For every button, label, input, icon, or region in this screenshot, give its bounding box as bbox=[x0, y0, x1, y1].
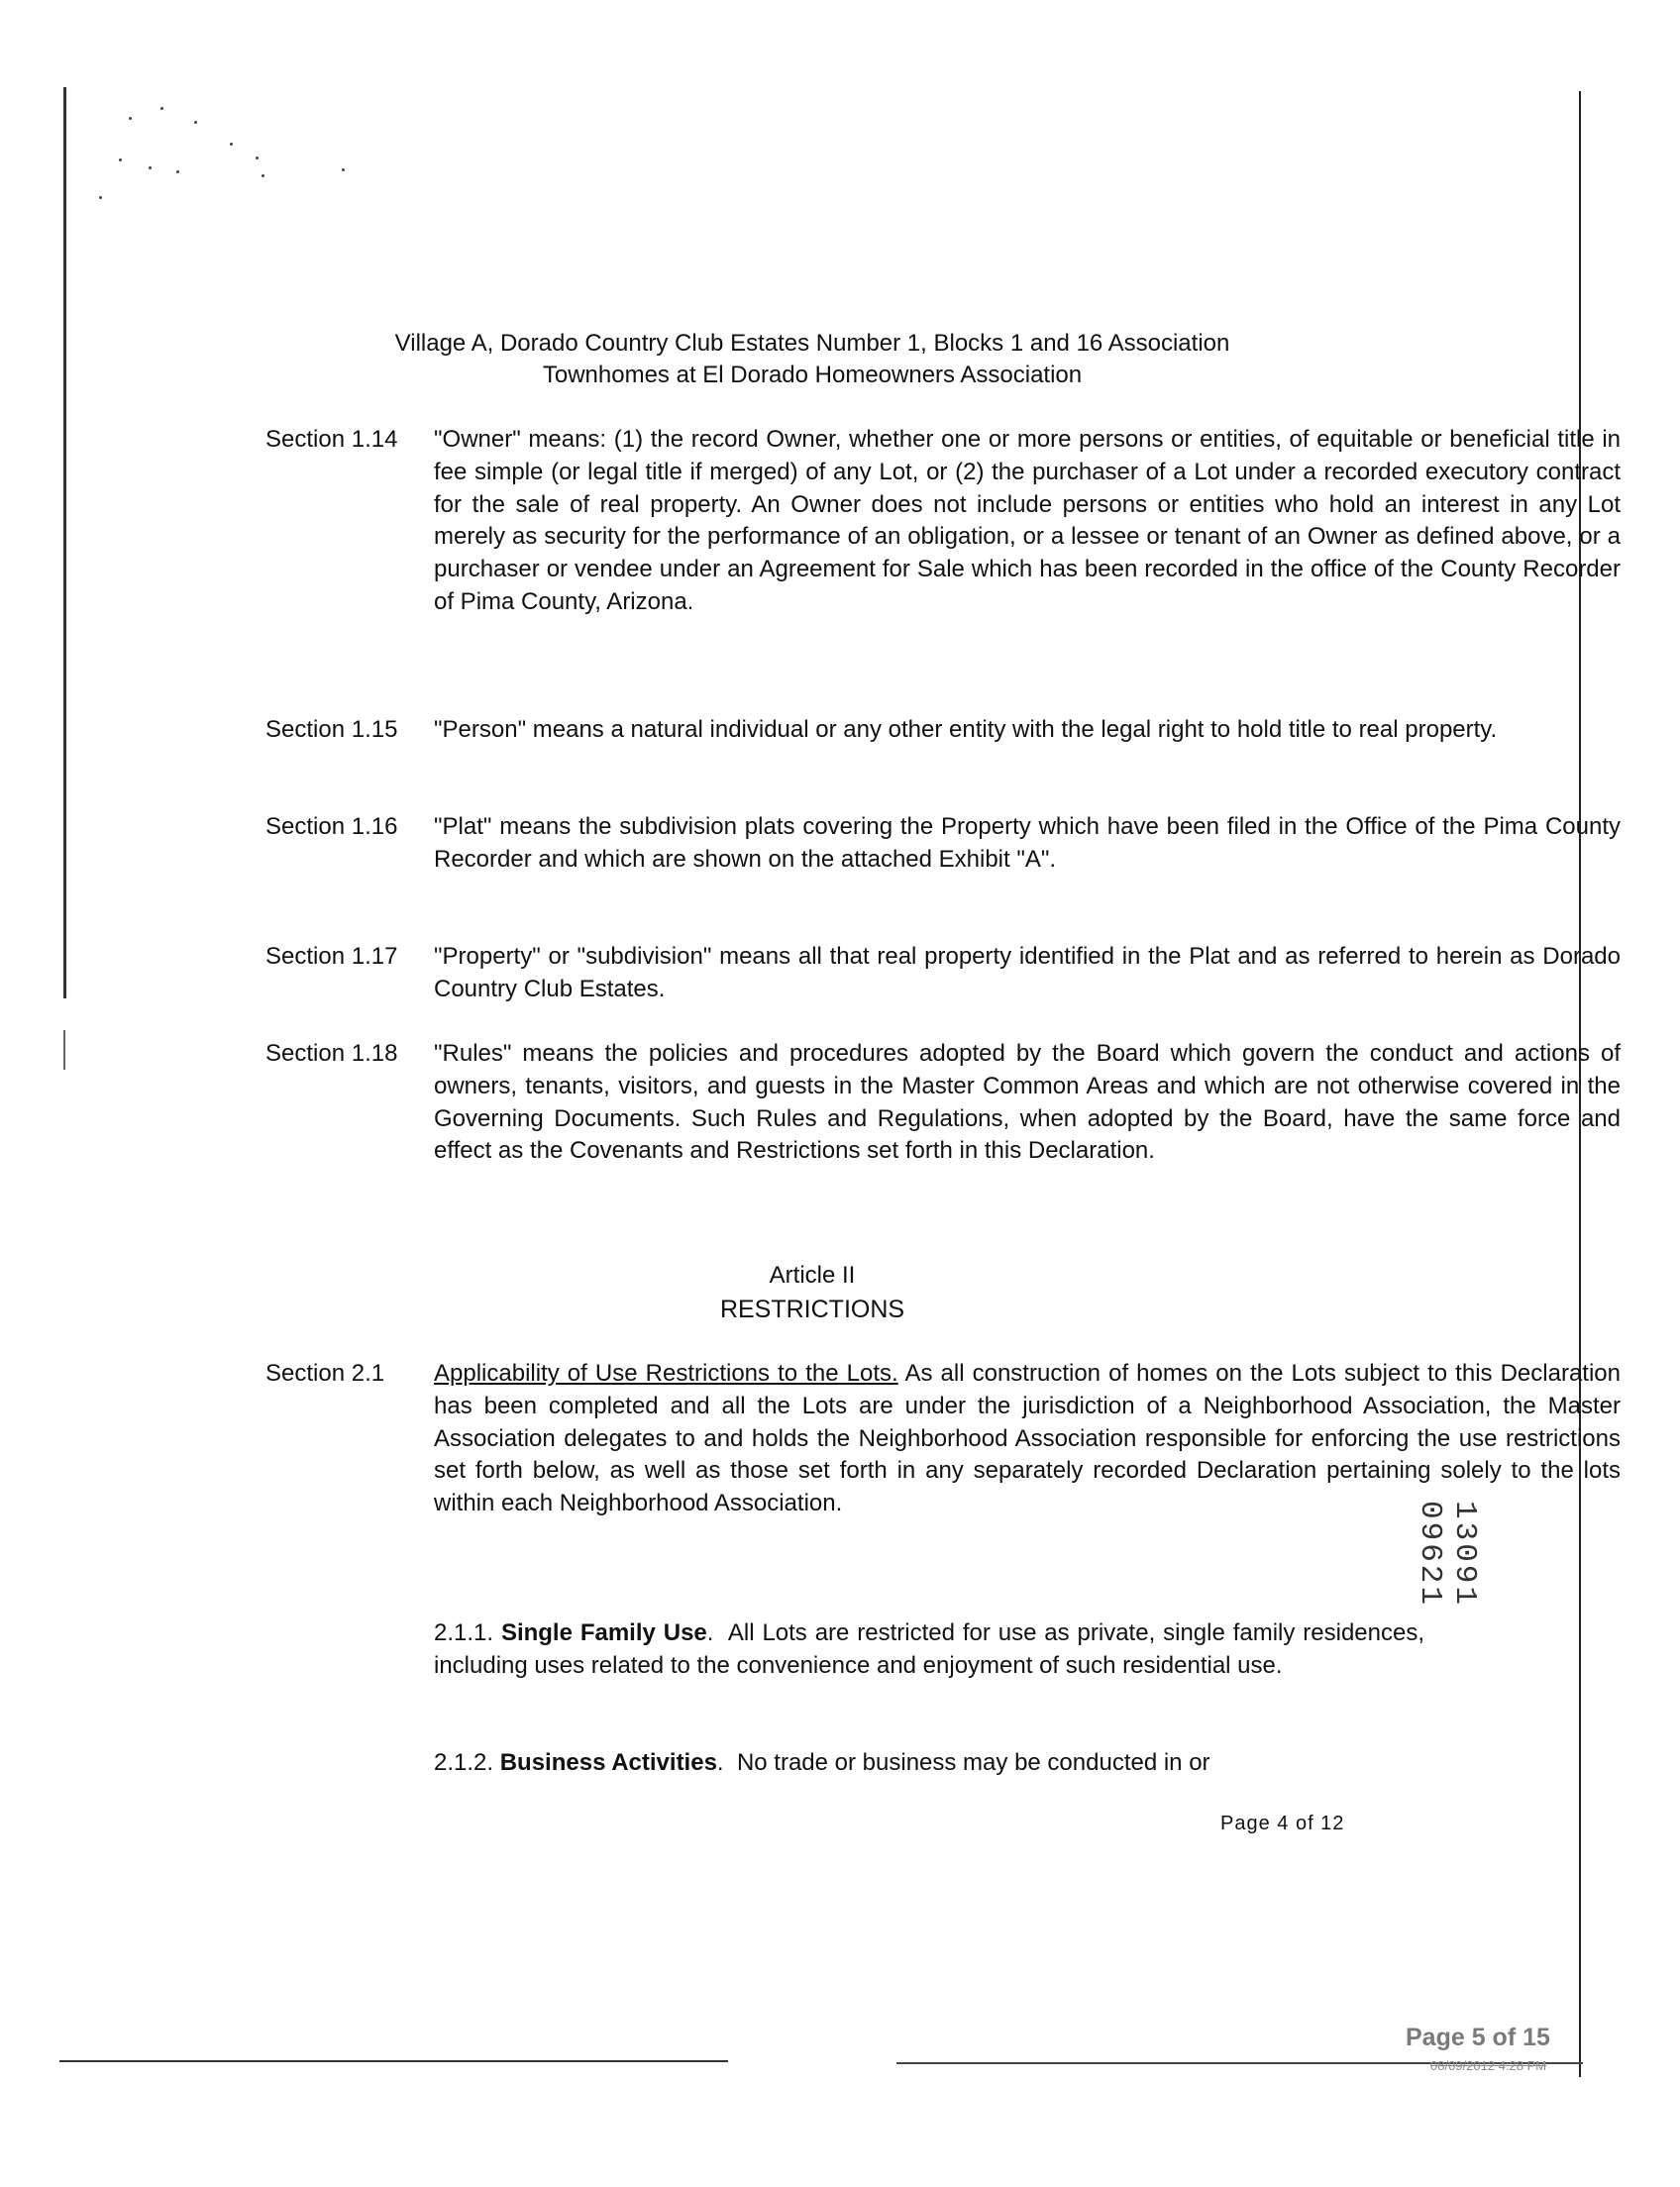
scan-speck bbox=[99, 196, 102, 199]
section-body: As all construction of homes on the Lots subject to this Declaration has been completed and all the Lots are under the jurisdiction of a Neighborhood Association, the Master Association delegates to and holds the Neighborhood Association responsible for enforcing the use restrictions set forth below, as well as those set forth in any separately recorded Declaration pertaining solely to the lots within each Neighborhood Association. bbox=[434, 1360, 1621, 1517]
scan-border-left bbox=[63, 87, 66, 998]
subsection-2-1-1: 2.1.1. Single Family Use. All Lots are restricted for use as private, single family residences, including uses related to the convenience and enjoyment of such residential use. bbox=[434, 1619, 1424, 1679]
scan-speck bbox=[194, 121, 197, 124]
scan-speck bbox=[129, 117, 132, 120]
scan-speck bbox=[262, 174, 264, 177]
section-label: Section 2.1 bbox=[265, 1360, 385, 1387]
document-header-line1: Village A, Dorado Country Club Estates Number 1, Blocks 1 and 16 Association bbox=[394, 330, 1230, 357]
subsection-heading: Single Family Use bbox=[500, 1619, 707, 1646]
section-text: "Owner" means: (1) the record Owner, whether one or more persons or entities, of equitable or beneficial title in fee simple (or legal title if merged) of any Lot, or (2) the purchaser of a Lot under a recorded executory contract for the sale of real property. An Owner does not include persons or entities who hold an interest in any Lot merely as security for the performance of an obligation, or a lessee or tenant of an Owner as defined above, or a purchaser or vendee under an Agreement for Sale which has been recorded in the office of the County Recorder of Pima County, Arizona. bbox=[434, 426, 1621, 615]
section-text: "Rules" means the policies and procedures adopted by the Board which govern the conduct and actions of owners, tenants, visitors, and guests in the Master Common Areas and which are not otherwise covered in the Governing Documents. Such Rules and Regulations, when adopted by the Board, have the same force and effect as the Covenants and Restrictions set forth in this Declaration. bbox=[434, 1040, 1621, 1165]
scan-speck bbox=[119, 158, 122, 161]
subsection-number: 2.1.1. bbox=[434, 1619, 494, 1646]
scan-speck bbox=[149, 166, 152, 169]
subsection-heading: Business Activities bbox=[499, 1749, 717, 1776]
article-title: RESTRICTIONS bbox=[719, 1296, 905, 1323]
section-text: "Plat" means the subdivision plats covering the Property which have been filed in the Office of the Pima County Recorder and which are shown on the attached Exhibit "A". bbox=[434, 813, 1621, 873]
subsection-2-1-2: 2.1.2. Business Activities. No trade or business may be conducted in or bbox=[434, 1749, 1210, 1776]
page-number: Page 4 of 12 bbox=[1220, 1813, 1345, 1834]
subsection-text: No trade or business may be conducted in or bbox=[736, 1749, 1210, 1776]
section-text: "Person" means a natural individual or any other entity with the legal right to hold title to real property. bbox=[434, 716, 1498, 743]
scan-page-indicator: Page 5 of 15 bbox=[1406, 2024, 1550, 2051]
scan-speck bbox=[176, 170, 179, 173]
section-label: Section 1.18 bbox=[265, 1040, 398, 1067]
subsection-text: All Lots are restricted for use as private, single family residences, including uses related to the convenience and enjoyment of such residential use. bbox=[434, 1619, 1424, 1679]
section-label: Section 1.15 bbox=[265, 716, 398, 743]
scan-border-bottom-left bbox=[59, 2060, 728, 2062]
scan-speck bbox=[160, 107, 163, 110]
article-number: Article II bbox=[769, 1262, 856, 1289]
subsection-number: 2.1.2. bbox=[434, 1749, 494, 1776]
scan-timestamp: 08/09/2012 4:28 PM bbox=[1430, 2058, 1547, 2073]
section-label: Section 1.14 bbox=[265, 426, 398, 453]
recording-stamp: 13091 09621 bbox=[1413, 1501, 1482, 1609]
section-label: Section 1.17 bbox=[265, 943, 398, 970]
scan-speck bbox=[256, 156, 259, 159]
scan-border-left-fragment bbox=[63, 1030, 65, 1070]
section-text bbox=[434, 1358, 1621, 1520]
section-text: "Property" or "subdivision" means all that real property identified in the Plat and as referred to herein as Dorado Country Club Estates. bbox=[434, 943, 1621, 1002]
scan-speck bbox=[342, 168, 345, 171]
section-label: Section 1.16 bbox=[265, 813, 398, 840]
scan-speck bbox=[230, 143, 233, 146]
section-heading: Applicability of Use Restrictions to the Lots. bbox=[434, 1360, 898, 1387]
document-header-line2: Townhomes at El Dorado Homeowners Association bbox=[542, 362, 1083, 388]
